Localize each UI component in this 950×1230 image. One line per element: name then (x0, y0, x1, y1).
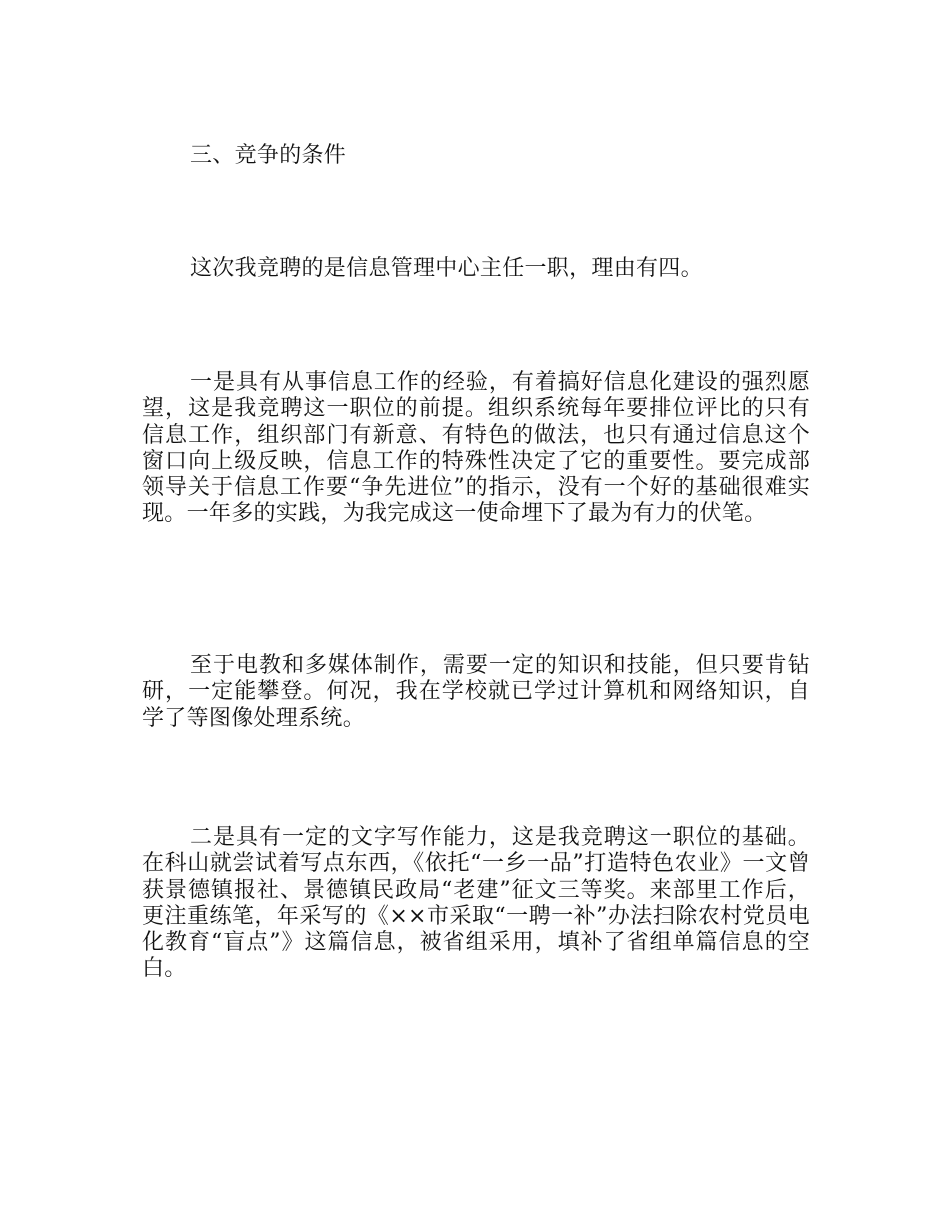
section-heading: 三、竞争的条件 (190, 143, 347, 168)
intro-paragraph: 这次我竞聘的是信息管理中心主任一职，理由有四。 (190, 256, 703, 281)
paragraph-experience: 一是具有从事信息工作的经验，有着搞好信息化建设的强烈愿望，这是我竞聘这一职位的前提。组织系统每年要排位评比的只有信息工作，组织部门有新意、有特色的做法，也只有通过信息这个窗口向上级反映，信息工作的特殊性决定了它的重要性。要完成部领导关于信息工作要“争先进位”的指示，没有一个好的基础很难实现。一年多的实践，为我完成这一使命埋下了最为有力的伏笔。 (142, 370, 810, 527)
paragraph-multimedia: 至于电教和多媒体制作，需要一定的知识和技能，但只要肯钻研，一定能攀登。何况，我在学校就已学过计算机和网络知识，自学了等图像处理系统。 (142, 653, 810, 731)
paragraph-writing: 二是具有一定的文字写作能力，这是我竞聘这一职位的基础。在科山就尝试着写点东西，《依托“一乡一品”打造特色农业》一文曾获景德镇报社、景德镇民政局“老建”征文三等奖。来部里工作后，更注重练笔，年采写的《××市采取“一聘一补”办法扫除农村党员电化教育“盲点”》这篇信息，被省组采用，填补了省组单篇信息的空白。 (142, 825, 810, 982)
